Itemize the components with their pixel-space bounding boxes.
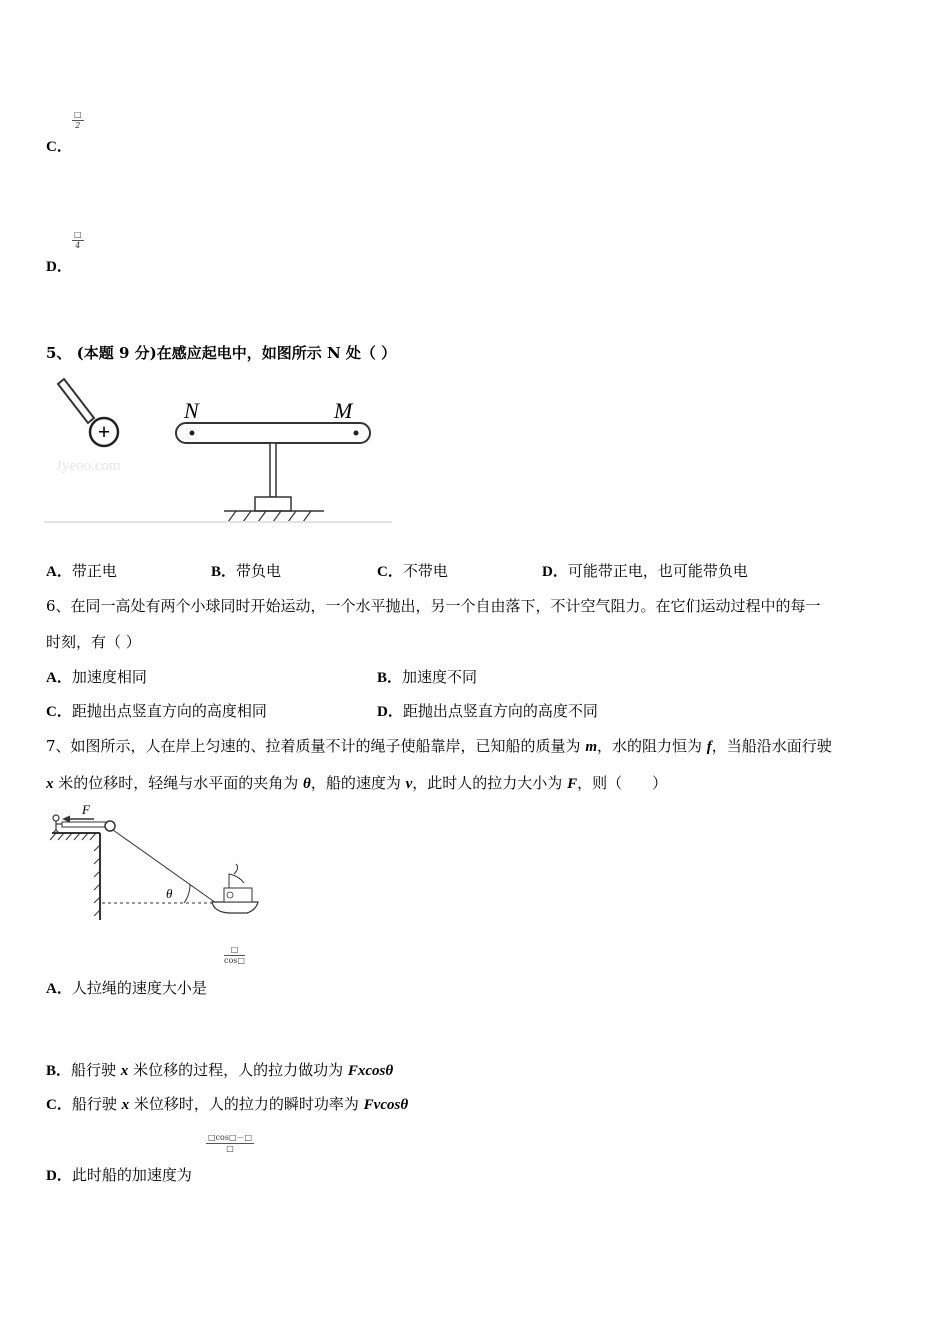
q7-opta-fraction: □ cos□ bbox=[224, 945, 245, 965]
q5-option-d[interactable]: D．可能带正电，也可能带负电 bbox=[542, 562, 748, 580]
force-arrow-head bbox=[62, 816, 70, 823]
q7-figure bbox=[44, 800, 264, 925]
q4-optc-fraction: □ 2 bbox=[74, 110, 82, 130]
q6-option-a[interactable]: A．加速度相同 bbox=[46, 668, 147, 686]
angle-arc bbox=[184, 884, 190, 903]
label-theta: θ bbox=[166, 886, 173, 901]
stand-pole bbox=[270, 443, 276, 497]
q5-option-b[interactable]: B．带负电 bbox=[211, 562, 282, 580]
q6-option-b[interactable]: B．加速度不同 bbox=[377, 668, 478, 686]
q5-figure bbox=[44, 376, 394, 526]
charged-rod bbox=[58, 379, 94, 423]
q5-option-a[interactable]: A．带正电 bbox=[46, 562, 117, 580]
q5-stem: 5、 (本题 9 分)在感应起电中，如图所示 N 处（ ） bbox=[46, 344, 397, 362]
label-m: M bbox=[334, 398, 353, 423]
watermark: Jyeoo.com bbox=[56, 458, 121, 474]
label-n: N bbox=[184, 398, 199, 423]
q5-option-c[interactable]: C．不带电 bbox=[377, 562, 448, 580]
stand-base bbox=[255, 497, 291, 511]
q6-option-d[interactable]: D．距抛出点竖直方向的高度不同 bbox=[377, 702, 598, 720]
q7-option-a[interactable]: A．人拉绳的速度大小是 bbox=[46, 979, 207, 997]
plus-sign: + bbox=[97, 419, 111, 444]
conductor-bar bbox=[176, 423, 370, 443]
q4-option-d-letter: D． bbox=[46, 259, 72, 275]
q7-stem-line1: 7、如图所示，人在岸上匀速的、拉着质量不计的绳子使船靠岸，已知船的质量为 m，水的阻力恒为 f，当船沿水面行驶 bbox=[46, 737, 832, 755]
rope-horizontal bbox=[62, 822, 106, 827]
q7-stem-line2: x 米的位移时，轻绳与水平面的夹角为 θ，船的速度为 v，此时人的拉力大小为 F，则（ ） bbox=[46, 774, 668, 792]
q6-stem-line1: 6、在同一高处有两个小球同时开始运动，一个水平抛出，另一个自由落下，不计空气阻力。在它们运动过程中的每一 bbox=[46, 597, 821, 615]
q4-option-c-letter: C． bbox=[46, 139, 72, 155]
ground-hatch bbox=[228, 511, 311, 522]
point-m-dot bbox=[354, 431, 359, 436]
bank-hatch bbox=[50, 833, 96, 840]
point-n-dot bbox=[190, 431, 195, 436]
q7-option-d[interactable]: D．此时船的加速度为 bbox=[46, 1166, 192, 1184]
label-f: F bbox=[82, 802, 90, 817]
q7-option-c[interactable]: C．船行驶 x 米位移时，人的拉力的瞬时功率为 Fvcosθ bbox=[46, 1095, 409, 1113]
pulley bbox=[105, 821, 115, 831]
boat-icon bbox=[212, 864, 258, 913]
rope-slanted bbox=[113, 830, 216, 903]
q6-option-c[interactable]: C．距抛出点竖直方向的高度相同 bbox=[46, 702, 267, 720]
q4-optd-fraction: □ 4 bbox=[74, 230, 82, 250]
q6-stem-line2: 时刻，有（ ） bbox=[46, 633, 141, 651]
q7-option-b[interactable]: B．船行驶 x 米位移的过程，人的拉力做功为 Fxcosθ bbox=[46, 1061, 394, 1079]
person-icon bbox=[53, 815, 62, 833]
q7-optd-fraction: □cos□－□ □ bbox=[208, 1133, 253, 1153]
